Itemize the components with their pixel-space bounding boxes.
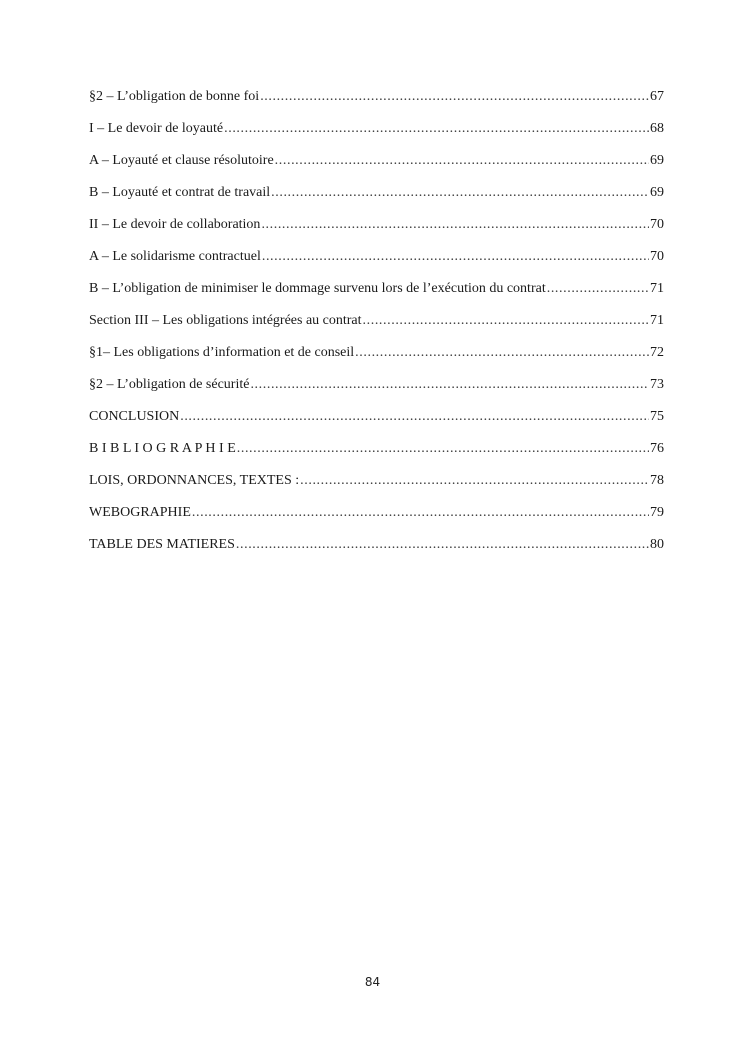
toc-entry[interactable] — [89, 535, 664, 567]
toc-entry-label: LOIS, ORDONNANCES, TEXTES : — [89, 473, 300, 488]
toc-entry-page: 70 — [650, 249, 664, 264]
toc-leader-dots — [224, 119, 649, 139]
toc-leader-dots — [250, 375, 649, 395]
toc-entry[interactable] — [89, 375, 664, 407]
toc-entry-page: 73 — [650, 377, 664, 392]
toc-entry-page: 72 — [650, 345, 664, 360]
toc-leader-dots — [271, 183, 649, 203]
toc-entry[interactable] — [89, 215, 664, 247]
toc-leader-dots — [236, 535, 649, 555]
table-of-contents — [89, 87, 664, 567]
toc-leader-dots — [260, 87, 649, 107]
toc-entry-page: 76 — [650, 441, 664, 456]
toc-entry-page: 78 — [650, 473, 664, 488]
toc-entry-label: II – Le devoir de collaboration — [89, 217, 261, 232]
toc-entry[interactable] — [89, 311, 664, 343]
toc-entry[interactable] — [89, 247, 664, 279]
toc-entry-label: A – Le solidarisme contractuel — [89, 249, 261, 264]
toc-entry[interactable] — [89, 183, 664, 215]
toc-entry-label: TABLE DES MATIERES — [89, 537, 235, 552]
toc-entry-page: 67 — [650, 89, 664, 104]
toc-entry-label: Section III – Les obligations intégrées au contrat — [89, 313, 362, 328]
toc-entry[interactable] — [89, 279, 664, 311]
toc-entry-label: WEBOGRAPHIE — [89, 505, 191, 520]
toc-entry-label: B I B L I O G R A P H I E — [89, 441, 236, 456]
toc-leader-dots — [547, 279, 649, 299]
toc-entry-page: 80 — [650, 537, 664, 552]
toc-entry-page: 70 — [650, 217, 664, 232]
toc-leader-dots — [262, 247, 649, 267]
toc-entry-label: B – Loyauté et contrat de travail — [89, 185, 271, 200]
toc-leader-dots — [275, 151, 649, 171]
toc-entry[interactable] — [89, 119, 664, 151]
toc-entry-page: 69 — [650, 153, 664, 168]
toc-entry[interactable] — [89, 87, 664, 119]
toc-leader-dots — [300, 471, 649, 491]
toc-entry-label: §1– Les obligations d’information et de conseil — [89, 345, 355, 360]
toc-entry-page: 69 — [650, 185, 664, 200]
toc-leader-dots — [355, 343, 649, 363]
toc-entry-page: 79 — [650, 505, 664, 520]
toc-entry-label: §2 – L’obligation de bonne foi — [89, 89, 260, 104]
toc-leader-dots — [363, 311, 649, 331]
toc-entry-page: 68 — [650, 121, 664, 136]
page-number: 84 — [364, 975, 381, 989]
toc-entry[interactable] — [89, 503, 664, 535]
toc-entry[interactable] — [89, 151, 664, 183]
toc-entry-page: 71 — [650, 281, 664, 296]
toc-leader-dots — [180, 407, 649, 427]
toc-entry-page: 71 — [650, 313, 664, 328]
toc-leader-dots — [237, 439, 649, 459]
toc-entry-page: 75 — [650, 409, 664, 424]
toc-entry[interactable] — [89, 407, 664, 439]
toc-leader-dots — [261, 215, 649, 235]
toc-entry-label: I – Le devoir de loyauté — [89, 121, 224, 136]
toc-entry-label: CONCLUSION — [89, 409, 180, 424]
toc-entry-label: A – Loyauté et clause résolutoire — [89, 153, 274, 168]
toc-entry-label: §2 – L’obligation de sécurité — [89, 377, 250, 392]
toc-leader-dots — [192, 503, 649, 523]
toc-entry-label: B – L’obligation de minimiser le dommage survenu lors de l’exécution du contrat — [89, 281, 546, 296]
toc-entry[interactable] — [89, 343, 664, 375]
toc-entry[interactable] — [89, 471, 664, 503]
toc-entry[interactable] — [89, 439, 664, 471]
